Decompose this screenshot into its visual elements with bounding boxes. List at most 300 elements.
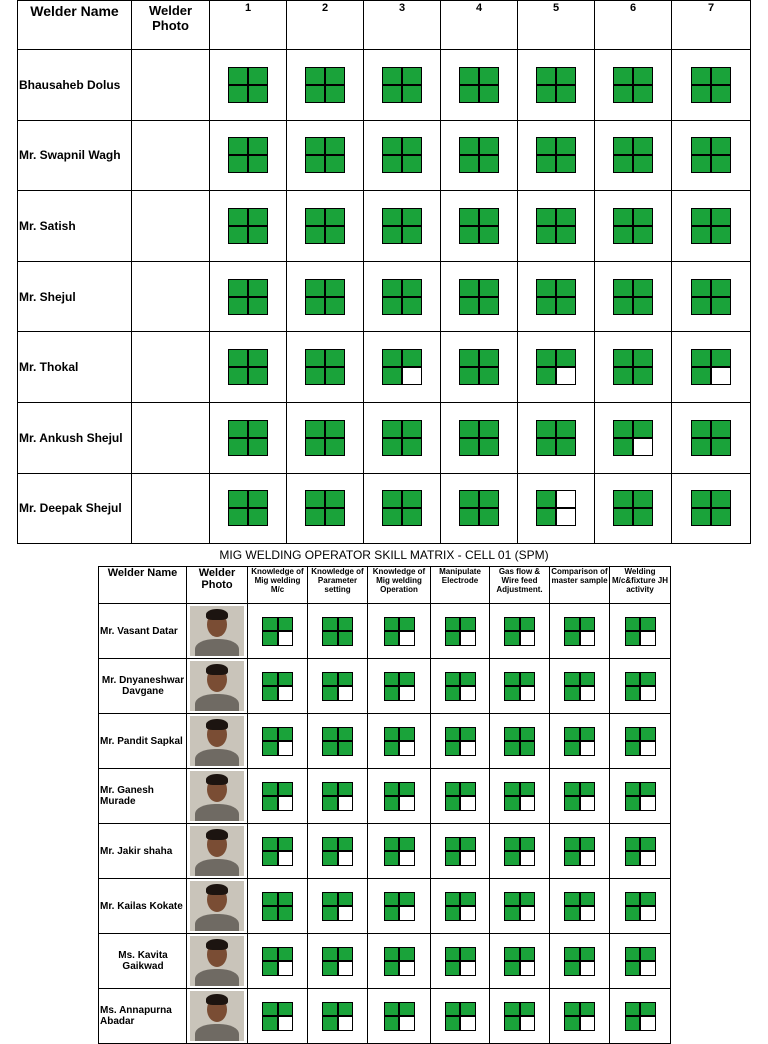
welder-photo-cell [132, 120, 210, 191]
skill-level-square [382, 208, 422, 244]
skill-quadrant-filled [480, 156, 498, 172]
skill-cell [610, 879, 671, 934]
skill-quadrant-filled [385, 783, 399, 796]
skill-quadrant-filled [537, 439, 555, 455]
skill-quadrant-filled [712, 86, 730, 102]
skill-cell [248, 769, 308, 824]
skill-quadrant-filled [537, 209, 555, 225]
skill-quadrant-filled [385, 852, 399, 865]
skill-level-square [445, 1002, 476, 1031]
skill-cell [287, 473, 364, 544]
skill-quadrant-filled [581, 783, 595, 796]
skill-quadrant-filled [626, 783, 640, 796]
skill-quadrant-filled [614, 368, 632, 384]
skill-quadrant-filled [505, 1017, 519, 1030]
skill-quadrant-filled [626, 742, 640, 755]
skill-quadrant-filled [537, 138, 555, 154]
skill-quadrant-empty [581, 907, 595, 920]
skill-level-square [564, 727, 595, 756]
skill-quadrant-filled [581, 838, 595, 851]
skill-quadrant-filled [712, 491, 730, 507]
skill-quadrant-filled [306, 350, 324, 366]
skill-level-square [504, 837, 535, 866]
skill-quadrant-filled [626, 852, 640, 865]
skill-quadrant-filled [400, 728, 414, 741]
skill-quadrant-filled [306, 491, 324, 507]
skill-quadrant-filled [505, 673, 519, 686]
skill-quadrant-filled [446, 687, 460, 700]
skill-level-square [305, 349, 345, 385]
skill-level-square [262, 1002, 293, 1031]
skill-quadrant-filled [249, 421, 267, 437]
skill-quadrant-filled [403, 280, 421, 296]
skill-quadrant-filled [249, 439, 267, 455]
skill-quadrant-filled [480, 491, 498, 507]
skill-quadrant-filled [480, 209, 498, 225]
skill-quadrant-filled [383, 368, 401, 384]
skill-level-square [691, 420, 731, 456]
skill-quadrant-filled [461, 838, 475, 851]
welder-name: Mr. Dnyaneshwar Davgane [99, 659, 187, 714]
skill-level-square [228, 490, 268, 526]
skill-quadrant-empty [521, 632, 535, 645]
skill-level-square [262, 782, 293, 811]
skill-quadrant-filled [480, 509, 498, 525]
skill-level-square [228, 420, 268, 456]
skill-quadrant-filled [460, 298, 478, 314]
skill-quadrant-filled [641, 783, 655, 796]
skill-quadrant-filled [263, 742, 277, 755]
skill-level-square [382, 137, 422, 173]
skill-quadrant-filled [339, 893, 353, 906]
skill-level-square [305, 137, 345, 173]
skill-level-square [228, 349, 268, 385]
skill-quadrant-filled [263, 728, 277, 741]
skill-quadrant-filled [712, 209, 730, 225]
welder-name-header: Welder Name [18, 1, 132, 50]
skill-cell [672, 332, 751, 403]
skill-quadrant-filled [505, 962, 519, 975]
skill-quadrant-empty [581, 632, 595, 645]
skill-quadrant-filled [306, 227, 324, 243]
skill-quadrant-filled [626, 728, 640, 741]
skill-quadrant-filled [306, 209, 324, 225]
skill-level-square [305, 490, 345, 526]
skill-quadrant-filled [460, 138, 478, 154]
skill-level-square [459, 349, 499, 385]
skill-quadrant-filled [557, 350, 575, 366]
welder-name: Mr. Swapnil Wagh [18, 120, 132, 191]
skill-quadrant-filled [460, 491, 478, 507]
skill-quadrant-filled [505, 687, 519, 700]
skill-quadrant-filled [626, 907, 640, 920]
skill-quadrant-filled [521, 838, 535, 851]
skill-quadrant-filled [557, 86, 575, 102]
skill-quadrant-filled [521, 728, 535, 741]
skill-level-square [228, 137, 268, 173]
skill-quadrant-filled [692, 350, 710, 366]
skill-quadrant-empty [279, 1017, 293, 1030]
skill-quadrant-empty [521, 907, 535, 920]
skill-quadrant-filled [323, 962, 337, 975]
skill-quadrant-filled [692, 156, 710, 172]
skill-quadrant-filled [385, 948, 399, 961]
skill-level-square [305, 208, 345, 244]
skill-level-square [613, 67, 653, 103]
skill-cell [490, 769, 550, 824]
skill-quadrant-filled [521, 893, 535, 906]
skill-quadrant-filled [339, 1003, 353, 1016]
skill-quadrant-filled [229, 298, 247, 314]
skill-quadrant-filled [614, 68, 632, 84]
skill-quadrant-empty [461, 907, 475, 920]
skill-quadrant-empty [581, 687, 595, 700]
skill-cell [672, 191, 751, 262]
welder-photo [190, 771, 244, 821]
skill-quadrant-filled [385, 1003, 399, 1016]
skill-quadrant-filled [385, 893, 399, 906]
skill-quadrant-filled [614, 86, 632, 102]
skill-quadrant-filled [565, 893, 579, 906]
skill-level-square [459, 67, 499, 103]
skill-quadrant-filled [403, 86, 421, 102]
skill-quadrant-filled [279, 673, 293, 686]
skill-quadrant-filled [323, 618, 337, 631]
skill-quadrant-filled [626, 632, 640, 645]
skill-cell [441, 191, 518, 262]
skill-quadrant-filled [446, 907, 460, 920]
skill-quadrant-filled [712, 68, 730, 84]
skill-cell [595, 402, 672, 473]
skill-quadrant-filled [326, 298, 344, 314]
skill-quadrant-filled [383, 421, 401, 437]
skill-quadrant-filled [460, 509, 478, 525]
skill-level-square [536, 279, 576, 315]
skill-quadrant-filled [403, 491, 421, 507]
skill-quadrant-filled [614, 439, 632, 455]
skill-quadrant-filled [557, 439, 575, 455]
skill-cell [287, 261, 364, 332]
skill-cell [595, 191, 672, 262]
skill-quadrant-filled [446, 962, 460, 975]
skill-cell [518, 50, 595, 121]
skill-quadrant-filled [641, 728, 655, 741]
skill-quadrant-filled [692, 68, 710, 84]
skill-cell [672, 261, 751, 332]
welder-photo-cell [187, 604, 248, 659]
skill-quadrant-filled [692, 227, 710, 243]
skill-level-square [322, 617, 353, 646]
skill-cell [308, 989, 368, 1044]
skill-cell [441, 120, 518, 191]
skill-quadrant-filled [461, 893, 475, 906]
skill-quadrant-filled [461, 948, 475, 961]
skill-cell [368, 989, 431, 1044]
skill-quadrant-filled [446, 618, 460, 631]
skill-quadrant-filled [565, 742, 579, 755]
skill-quadrant-filled [565, 632, 579, 645]
skill-cell [248, 989, 308, 1044]
skill-level-square [613, 349, 653, 385]
skill-cell [248, 659, 308, 714]
skill-quadrant-empty [641, 687, 655, 700]
welder-photo [190, 826, 244, 876]
table-row [99, 824, 671, 879]
skill-quadrant-filled [565, 783, 579, 796]
skill-cell [595, 261, 672, 332]
skill-level-square [504, 782, 535, 811]
skill-quadrant-filled [505, 618, 519, 631]
skill-level-square [228, 67, 268, 103]
skill-cell [490, 659, 550, 714]
skill-level-square [625, 837, 656, 866]
skill-quadrant-filled [460, 368, 478, 384]
skill-cell [368, 659, 431, 714]
skill-level-square [262, 617, 293, 646]
skill-quadrant-filled [249, 209, 267, 225]
skill-level-square [625, 892, 656, 921]
skill-level-square [459, 420, 499, 456]
skill-quadrant-filled [385, 838, 399, 851]
skill-level-square [691, 208, 731, 244]
skill-quadrant-filled [323, 893, 337, 906]
skill-quadrant-filled [712, 280, 730, 296]
skill-quadrant-filled [249, 350, 267, 366]
skill-quadrant-filled [614, 209, 632, 225]
skill-quadrant-filled [249, 68, 267, 84]
skill-quadrant-filled [326, 227, 344, 243]
welder-photo-cell [187, 714, 248, 769]
skill-quadrant-empty [400, 907, 414, 920]
skill-quadrant-filled [229, 368, 247, 384]
skill-level-square [691, 279, 731, 315]
skill-cell [441, 402, 518, 473]
skill-cell [308, 879, 368, 934]
skill-level-square [564, 782, 595, 811]
skill-cell [550, 659, 610, 714]
skill-quadrant-empty [641, 852, 655, 865]
skill-quadrant-filled [339, 632, 353, 645]
skill-quadrant-filled [385, 618, 399, 631]
skill-quadrant-filled [383, 509, 401, 525]
skill-quadrant-filled [323, 1017, 337, 1030]
skill-quadrant-filled [565, 838, 579, 851]
skill-quadrant-filled [306, 421, 324, 437]
skill-quadrant-filled [614, 421, 632, 437]
skill-quadrant-filled [505, 783, 519, 796]
skill-quadrant-filled [446, 893, 460, 906]
skill-number-header: 5 [518, 1, 595, 50]
skill-level-square [445, 892, 476, 921]
skill-quadrant-filled [461, 673, 475, 686]
welder-photo [190, 606, 244, 656]
skill-quadrant-empty [279, 962, 293, 975]
skill-quadrant-filled [229, 421, 247, 437]
skill-quadrant-filled [626, 838, 640, 851]
table-row [18, 261, 751, 332]
skill-quadrant-empty [521, 797, 535, 810]
skill-cell [490, 604, 550, 659]
skill-cell [368, 769, 431, 824]
skill-quadrant-filled [521, 1003, 535, 1016]
skill-quadrant-filled [626, 962, 640, 975]
skill-quadrant-empty [581, 852, 595, 865]
skill-quadrant-filled [249, 86, 267, 102]
skill-cell [441, 473, 518, 544]
skill-quadrant-filled [323, 783, 337, 796]
skill-level-square [322, 947, 353, 976]
skill-quadrant-empty [400, 632, 414, 645]
skill-quadrant-empty [461, 687, 475, 700]
skill-quadrant-filled [339, 673, 353, 686]
skill-quadrant-filled [634, 138, 652, 154]
skill-quadrant-filled [263, 632, 277, 645]
skill-level-square [262, 892, 293, 921]
welder-photo-cell [187, 934, 248, 989]
skill-quadrant-filled [712, 439, 730, 455]
skill-quadrant-empty [400, 797, 414, 810]
skill-quadrant-filled [480, 227, 498, 243]
skill-cell [210, 261, 287, 332]
skill-level-square [564, 1002, 595, 1031]
skill-level-square [322, 1002, 353, 1031]
skill-level-square [625, 672, 656, 701]
skill-quadrant-filled [626, 618, 640, 631]
skill-level-square [305, 279, 345, 315]
skill-quadrant-filled [383, 68, 401, 84]
skill-quadrant-filled [626, 1017, 640, 1030]
skill-level-square [322, 672, 353, 701]
skill-quadrant-empty [557, 509, 575, 525]
welder-photo-cell [132, 332, 210, 403]
skill-quadrant-filled [712, 227, 730, 243]
skill-cell [364, 120, 441, 191]
skill-quadrant-filled [339, 742, 353, 755]
skill-cell [287, 332, 364, 403]
skill-quadrant-filled [400, 948, 414, 961]
skill-quadrant-empty [461, 852, 475, 865]
skill-quadrant-filled [323, 742, 337, 755]
skill-quadrant-filled [263, 893, 277, 906]
skill-quadrant-filled [326, 68, 344, 84]
skill-cell [287, 191, 364, 262]
welder-photo [190, 661, 244, 711]
skill-level-square [322, 837, 353, 866]
skill-level-square [504, 672, 535, 701]
skill-level-square [536, 490, 576, 526]
skill-cell [441, 50, 518, 121]
skill-cell [431, 989, 490, 1044]
skill-quadrant-empty [641, 797, 655, 810]
skill-quadrant-filled [557, 298, 575, 314]
skill-level-square [445, 672, 476, 701]
skill-level-square [384, 1002, 415, 1031]
skill-level-square [504, 1002, 535, 1031]
skill-quadrant-filled [557, 68, 575, 84]
skill-quadrant-filled [326, 491, 344, 507]
skill-level-square [322, 892, 353, 921]
skill-quadrant-filled [326, 368, 344, 384]
skill-quadrant-filled [557, 138, 575, 154]
skill-cell [610, 714, 671, 769]
skill-cell [431, 769, 490, 824]
skill-level-square [564, 837, 595, 866]
skill-cell [431, 824, 490, 879]
skill-quadrant-filled [229, 280, 247, 296]
skill-level-square [262, 947, 293, 976]
skill-quadrant-filled [692, 280, 710, 296]
skill-quadrant-filled [229, 509, 247, 525]
skill-quadrant-filled [460, 227, 478, 243]
skill-quadrant-filled [537, 421, 555, 437]
skill-level-square [459, 137, 499, 173]
skill-quadrant-filled [403, 439, 421, 455]
skill-quadrant-filled [383, 491, 401, 507]
skill-quadrant-empty [279, 632, 293, 645]
skill-quadrant-filled [326, 86, 344, 102]
skill-quadrant-filled [446, 742, 460, 755]
table-row [18, 473, 751, 544]
welder-photo-cell [187, 659, 248, 714]
skill-cell [610, 824, 671, 879]
skill-level-square [613, 490, 653, 526]
skill-quadrant-empty [400, 687, 414, 700]
skill-quadrant-filled [263, 948, 277, 961]
skill-level-square [691, 137, 731, 173]
skill-level-square [536, 208, 576, 244]
table-row [18, 50, 751, 121]
skill-quadrant-filled [306, 298, 324, 314]
skill-quadrant-filled [480, 86, 498, 102]
skill-header: Manipulate Electrode [431, 567, 490, 604]
skill-quadrant-filled [537, 86, 555, 102]
skill-quadrant-filled [460, 280, 478, 296]
skill-matrix-title: MIG WELDING OPERATOR SKILL MATRIX - CELL 01 (SPM) [219, 548, 549, 562]
table-row [18, 332, 751, 403]
skill-quadrant-empty [400, 962, 414, 975]
skill-cell [431, 714, 490, 769]
skill-quadrant-empty [581, 742, 595, 755]
skill-cell [248, 604, 308, 659]
skill-quadrant-filled [712, 298, 730, 314]
skill-quadrant-filled [692, 368, 710, 384]
skill-quadrant-empty [400, 1017, 414, 1030]
skill-level-square [536, 349, 576, 385]
skill-cell [431, 604, 490, 659]
skill-quadrant-filled [323, 673, 337, 686]
skill-quadrant-empty [400, 852, 414, 865]
skill-quadrant-filled [229, 350, 247, 366]
skill-cell [610, 934, 671, 989]
skill-quadrant-filled [634, 368, 652, 384]
skill-quadrant-filled [634, 421, 652, 437]
skill-cell [287, 402, 364, 473]
skill-level-square [384, 892, 415, 921]
skill-quadrant-filled [505, 893, 519, 906]
skill-quadrant-filled [446, 632, 460, 645]
skill-quadrant-filled [641, 1003, 655, 1016]
skill-level-square [691, 67, 731, 103]
skill-quadrant-filled [403, 209, 421, 225]
skill-quadrant-filled [480, 368, 498, 384]
skill-quadrant-filled [581, 1003, 595, 1016]
skill-header: Comparison of master sample [550, 567, 610, 604]
skill-quadrant-filled [403, 298, 421, 314]
welder-name: Bhausaheb Dolus [18, 50, 132, 121]
skill-quadrant-empty [461, 742, 475, 755]
skill-quadrant-filled [565, 962, 579, 975]
skill-quadrant-filled [385, 962, 399, 975]
